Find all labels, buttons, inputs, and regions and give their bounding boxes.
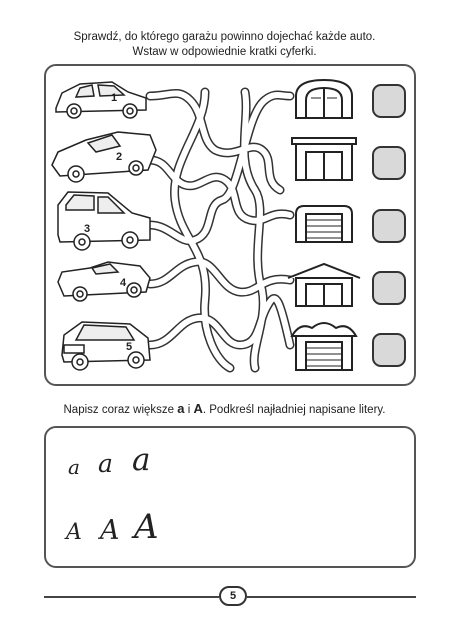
car-5-number: 5 bbox=[126, 341, 133, 353]
car-5 bbox=[62, 322, 150, 370]
car-1 bbox=[56, 82, 146, 118]
small-a-3: a bbox=[132, 442, 151, 478]
exercise2-letter-small: a bbox=[177, 401, 185, 416]
car-2-number: 2 bbox=[116, 151, 123, 163]
exercise1-line2: Wstaw w odpowiednie kratki cyferki. bbox=[132, 46, 317, 58]
small-a-1: a bbox=[68, 455, 80, 479]
answer-box-4[interactable] bbox=[372, 271, 406, 305]
capital-a-2: A bbox=[100, 515, 120, 546]
exercise2-letter-capital: A bbox=[193, 401, 203, 416]
garage-2 bbox=[292, 138, 356, 180]
exercise1-line1: Sprawdź, do którego garażu powinno dojechać każde auto. bbox=[73, 31, 376, 43]
exercise2-text-before: Napisz coraz większe bbox=[63, 404, 175, 416]
small-a-2: a bbox=[98, 449, 113, 478]
footer-rule-left bbox=[44, 596, 219, 598]
garage-5 bbox=[292, 323, 356, 370]
maze-paths bbox=[150, 92, 290, 368]
answer-box-3[interactable] bbox=[372, 209, 406, 243]
car-1-number: 1 bbox=[111, 92, 118, 104]
footer-rule-right bbox=[247, 596, 416, 598]
car-4-number: 4 bbox=[120, 277, 127, 289]
garage-3 bbox=[296, 206, 352, 242]
exercise2-text-after: . Podkreśl najładniej napisane litery. bbox=[202, 404, 386, 416]
car-4 bbox=[58, 262, 150, 301]
exercise2-instructions bbox=[0, 401, 449, 418]
car-3-number: 3 bbox=[84, 223, 91, 235]
writing-panel[interactable] bbox=[44, 426, 416, 568]
answer-box-2[interactable] bbox=[372, 146, 406, 180]
exercise2-conj: i bbox=[187, 404, 191, 416]
garage-4 bbox=[288, 264, 360, 306]
answer-box-1[interactable] bbox=[372, 84, 406, 118]
car-3 bbox=[58, 192, 150, 250]
car-2 bbox=[52, 132, 156, 182]
answer-box-5[interactable] bbox=[372, 333, 406, 367]
garage-1 bbox=[296, 80, 352, 118]
capital-a-1: A bbox=[66, 520, 82, 545]
page-number: 5 bbox=[219, 586, 247, 606]
capital-a-3: A bbox=[134, 507, 159, 547]
